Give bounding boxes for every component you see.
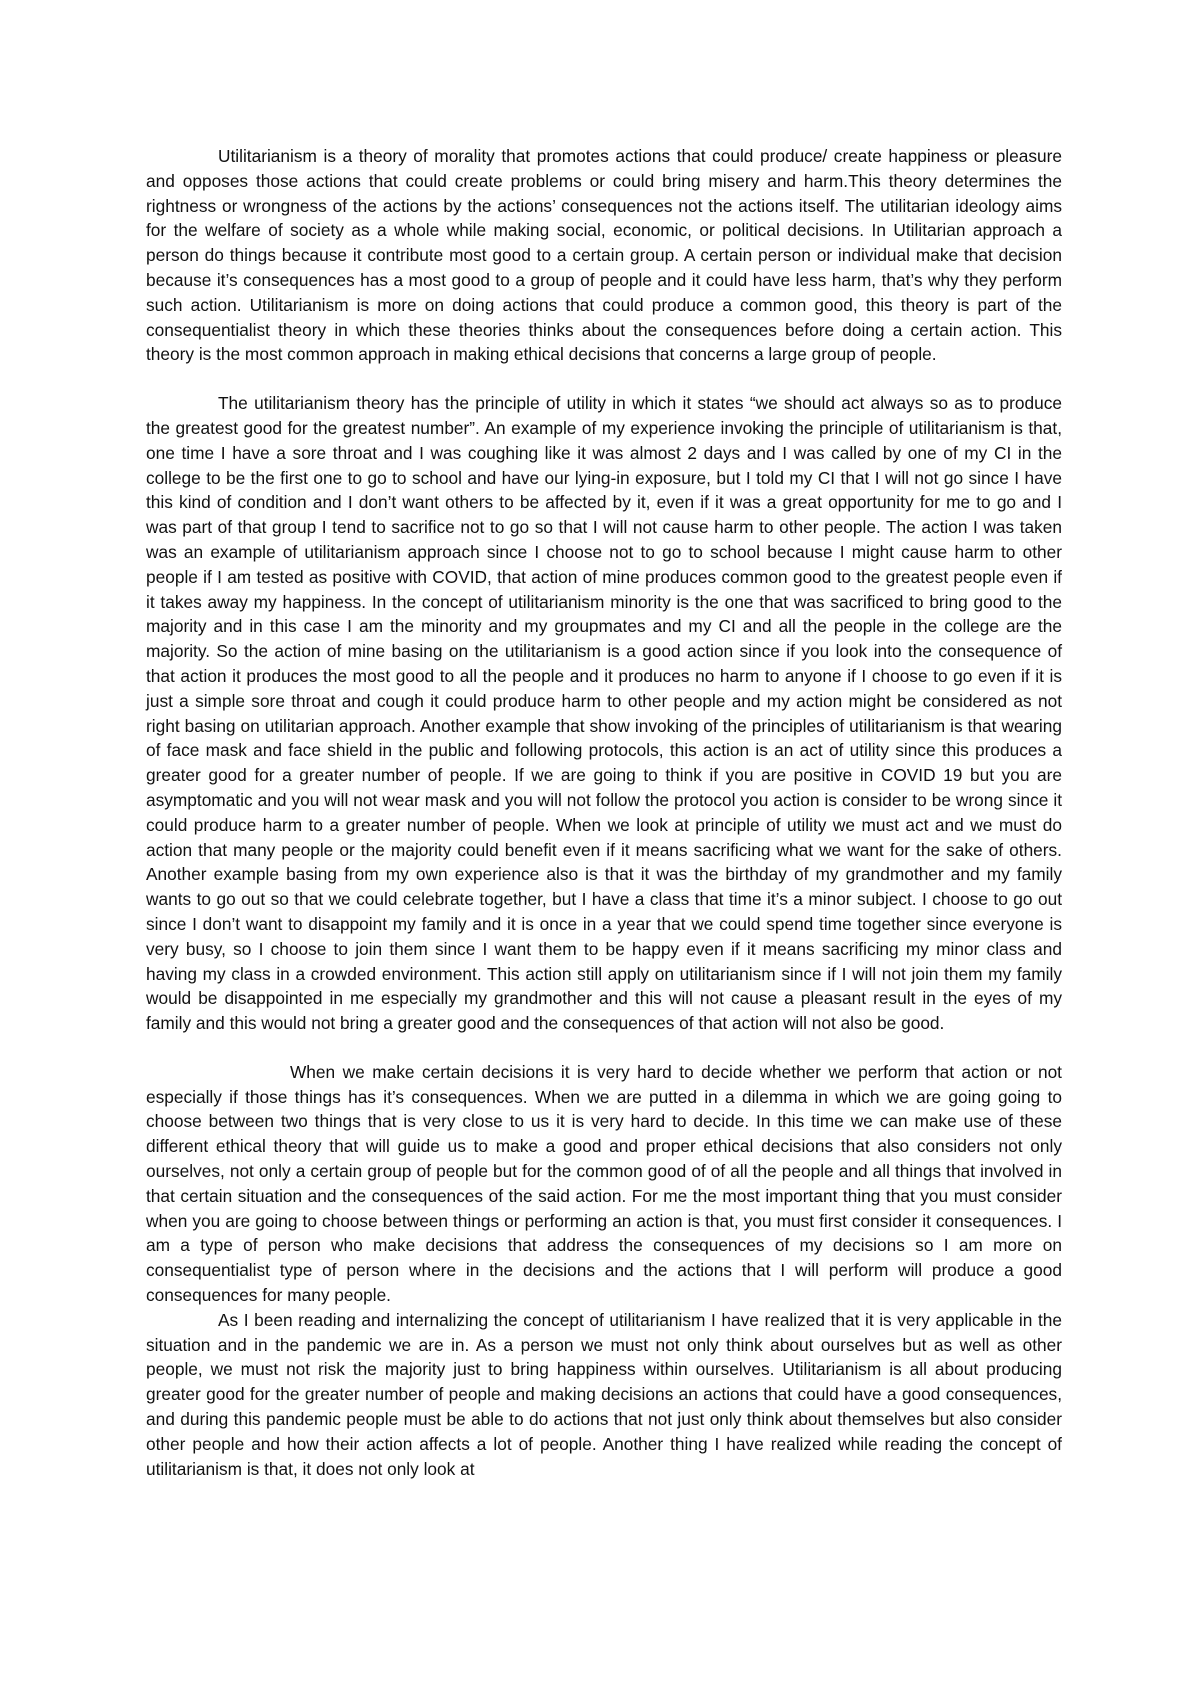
paragraph-decision-making: When we make certain decisions it is very hard to decide whether we perform that action or not especially if those things has it’s consequences. When we are putted in a dilemma in which we are going going to choose between two things that is very close to us it is very hard to decide. In this time we can make use of these different ethical theory that will guide us to make a good and proper ethical decisions that also considers not only ourselves, not only a certain group of people but for the common good of of all the people and all things that involved in that certain situation and the consequences of the said action. For me the most important thing that you must consider when you are going to choose between things or performing an action is that, you must first consider it consequences. I am a type of person who make decisions that address the consequences of my decisions so I am more on consequentialist type of person where in the decisions and the actions that I will perform will produce a good consequences for many people.: [146, 1061, 1062, 1306]
paragraph-reflection: As I been reading and internalizing the concept of utilitarianism I have realized that it is very applicable in the situation and in the pandemic we are in. As a person we must not only think about ourselves but as well as other people, we must not risk the majority just to bring happiness within ourselves. Utilitarianism is all about producing greater good for the greater number of people and making decisions an actions that could have a good consequences, and during this pandemic people must be able to do actions that not just only think about themselves but also consider other people and how their action affects a lot of people. Another thing I have realized while reading the concept of utilitarianism is that, it does not only look at: [146, 1309, 1062, 1479]
essay-body: [146, 144, 1062, 1481]
paragraph-utilitarianism-definition: Utilitarianism is a theory of morality that promotes actions that could produce/ create happiness or pleasure and opposes those actions that could create problems or could bring misery and harm.This theory determines the rightness or wrongness of the actions by the actions’ consequences not the actions itself. The utilitarian ideology aims for the welfare of society as a whole while making social, economic, or political decisions. In Utilitarian approach a person do things because it contribute most good to a certain group. A certain person or individual make that decision because it’s consequences has a most good to a group of people and it could have less harm, that’s why they perform such action. Utilitarianism is more on doing actions that could produce a common good, this theory is part of the consequentialist theory in which these theories thinks about the consequences before doing a certain action. This theory is the most common approach in making ethical decisions that concerns a large group of people.: [146, 146, 1062, 365]
paragraph-principle-of-utility: The utilitarianism theory has the principle of utility in which it states “we should act always so as to produce the greatest good for the greatest number”. An example of my experience invoking the principle of utilitarianism is that, one time I have a sore throat and I was coughing like it was almost 2 days and I was called by one of my CI in the college to be the first one to go to school and have our lying-in exposure, but I told my CI that I will not go since I have this kind of condition and I don’t want others to be affected by it, even if it was a great opportunity for me to go and I was part of that group I tend to sacrifice not to go so that I will not cause harm to other people. The action I was taken was an example of utilitarianism approach since I choose not to go to school because I might cause harm to other people if I am tested as positive with COVID, that action of mine produces common good to the greatest people even if it takes away my happiness. In the concept of utilitarianism minority is the one that was sacrificed to bring good to the majority and in this case I am the minority and my groupmates and my CI and all the people in the college are the majority. So the action of mine basing on the utilitarianism is a good action since if you look into the consequence of that action it produces the most good to all the people and it produces no harm to anyone if I choose to go even if it is just a simple sore throat and cough it could produce harm to other people and my action might be considered as not right basing on utilitarian approach. Another example that show invoking of the principles of utilitarianism is that wearing of face mask and face shield in the public and following protocols, this action is an act of utility since this produces a greater good for a greater number of people. If we are going to think if you are positive in COVID 19 but you are asymptomatic and you will not wear mask and you will not follow the protocol you action is consider to be wrong since it could produce harm to a greater number of people. When we look at principle of utility we must act and we must do action that many people or the majority could benefit even if it means sacrificing what we want for the sake of others. Another example basing from my own experience also is that it was the birthday of my grandmother and my family wants to go out so that we could celebrate together, but I have a class that time it’s a minor subject. I choose to go out since I don’t want to disappoint my family and it is once in a year that we could spend time together since everyone is very busy, so I choose to join them since I want them to be happy even if it means sacrificing my minor class and having my class in a crowded environment. This action still apply on utilitarianism since if I will not join them my family would be disappointed in me especially my grandmother and this will not cause a pleasant result in the eyes of my family and this would not bring a greater good and the consequences of that action will not also be good.: [146, 393, 1062, 1034]
